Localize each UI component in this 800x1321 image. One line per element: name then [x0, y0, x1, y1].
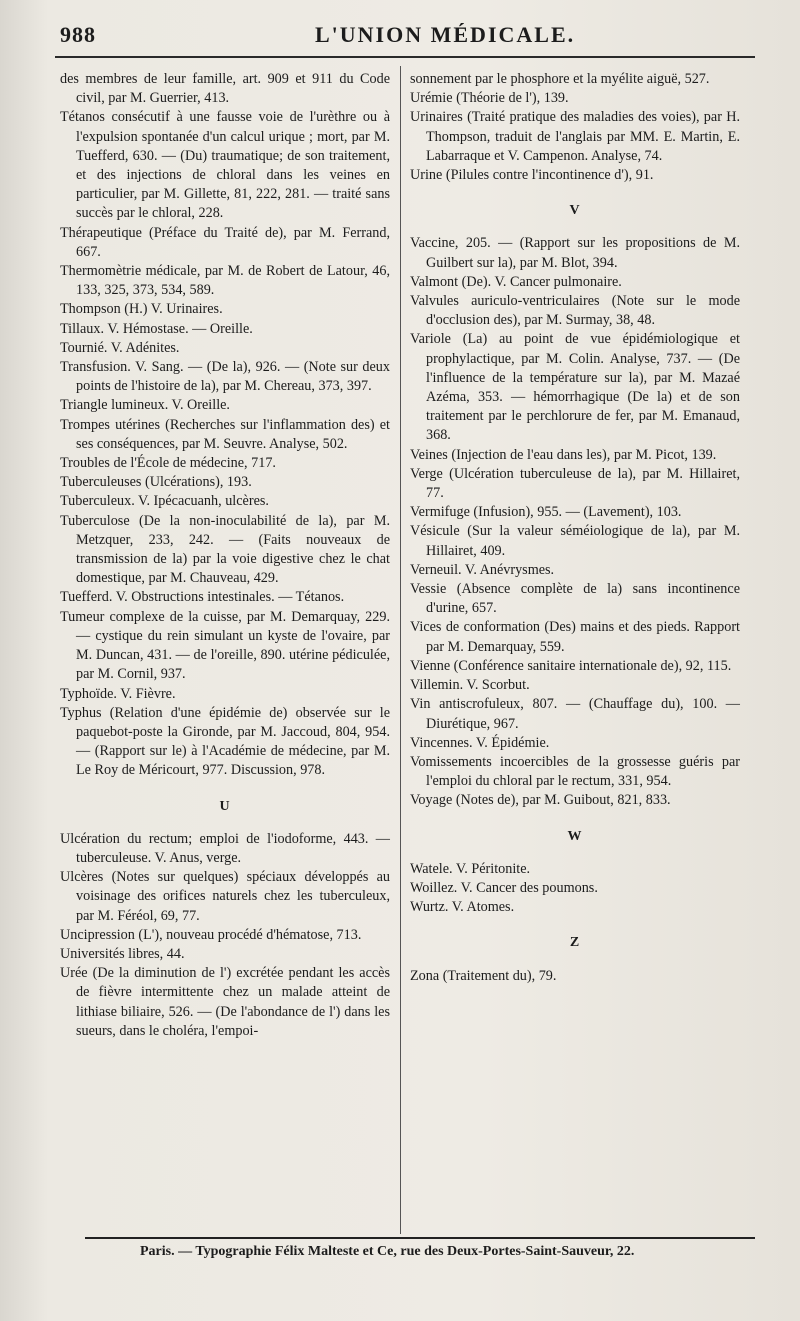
index-entry: Vaccine, 205. — (Rapport sur les propositions de M. Guilbert sur la), par M. Blot, 394.	[410, 235, 740, 271]
journal-title: L'UNION MÉDICALE.	[315, 22, 576, 47]
index-entry: Vomissements incoercibles de la grossesse guéris par l'emploi du chloral par le rectum, 331, 954.	[410, 753, 740, 790]
index-entry: Wurtz. V. Atomes.	[410, 899, 515, 916]
index-entry: Triangle lumineux. V. Oreille.	[60, 397, 230, 414]
footer-rule	[85, 1237, 755, 1239]
index-entry: Zona (Traitement du), 79.	[410, 967, 557, 984]
index-entry: Tuberculose (De la non-inoculabilité de la), par M. Metzquer, 233, 242. — (Faits nouveaux de transmission de la) par la voie digestive chez le chat domestique, par M. Chauveau, 429.	[60, 512, 390, 587]
index-entry: Veines (Injection de l'eau dans les), par M. Picot, 139.	[410, 446, 717, 463]
printer-imprint: Paris. — Typographie Félix Malteste et Ce, rue des Deux-Portes-Saint-Sauveur, 22.	[140, 1244, 635, 1259]
right-column	[410, 70, 740, 986]
index-entry: Vincennes. V. Épidémie.	[410, 734, 550, 751]
index-entry: Urée (De la diminution de l') excrétée pendant les accès de fièvre intermittente chez un malade atteint de lithiase biliaire, 526. — (De l'abondance de l') dans les sueurs, dans le choléra, l'empoi-	[60, 965, 390, 1039]
section-letter-z: Z	[569, 935, 581, 951]
index-entry: Voyage (Notes de), par M. Guibout, 821, 833.	[410, 792, 671, 809]
index-entry: Thérapeutique (Préface du Traité de), par M. Ferrand, 667.	[60, 224, 390, 260]
index-entry: Troubles de l'École de médecine, 717.	[60, 455, 276, 472]
column-divider	[400, 66, 401, 1234]
index-entry: Vermifuge (Infusion), 955. — (Lavement), 103.	[410, 504, 682, 521]
index-entry: Watele. V. Péritonite.	[410, 860, 531, 877]
section-letter-w: W	[567, 828, 583, 844]
header-rule	[55, 56, 755, 58]
index-entry: Ulcères (Notes sur quelques) spéciaux développés au voisinage des orifices naturels chez les tuberculeux, par M. Féréol, 69, 77.	[60, 869, 390, 924]
index-entry: Tumeur complexe de la cuisse, par M. Demarquay, 229. — cystique du rein simulant un kyste de l'ovaire, par M. Duncan, 431. — de l'oreille, 890. utérine pédiculée, par M. Cornil, 937.	[60, 608, 390, 683]
index-entry: Tuberculeuses (Ulcérations), 193.	[60, 474, 252, 491]
index-entry: Urine (Pilules contre l'incontinence d'), 91.	[410, 167, 654, 184]
index-entry: Uncipression (L'), nouveau procédé d'hématose, 713.	[60, 926, 362, 943]
index-entry: Vésicule (Sur la valeur séméiologique de la), par M. Hillairet, 409.	[410, 523, 740, 559]
index-entry: Vin antiscrofuleux, 807. — (Chauffage du), 100. — Diurétique, 967.	[410, 696, 740, 732]
index-entry: Thompson (H.) V. Urinaires.	[60, 301, 223, 318]
index-entry: Tuefferd. V. Obstructions intestinales. — Tétanos.	[60, 589, 345, 606]
index-entry: Urinaires (Traité pratique des maladies des voies), par H. Thompson, traduit de l'anglais par MM. E. Martin, E. Labarraque et V. Campenon. Analyse, 74.	[410, 109, 740, 164]
index-entry: Ulcération du rectum; emploi de l'iodoforme, 443. — tuberculeuse. V. Anus, verge.	[60, 830, 390, 866]
index-entry: Woillez. V. Cancer des poumons.	[410, 879, 598, 896]
index-entry: Villemin. V. Scorbut.	[410, 677, 530, 694]
page-header	[50, 22, 750, 56]
index-entry: Tuberculeux. V. Ipécacuanh, ulcères.	[60, 493, 269, 510]
index-entry: sonnement par le phosphore et la myélite aiguë, 527.	[410, 71, 710, 87]
index-entry: Urémie (Théorie de l'), 139.	[410, 90, 569, 107]
index-entry: Typhus (Relation d'une épidémie de) observée sur le paquebot-poste la Gironde, par M. Jaccoud, 804, 954. — (Rapport sur le) à l'Académie de médecine, par M. Le Roy de Méricourt, 977. Discussion, 978.	[60, 704, 390, 779]
left-column	[60, 70, 390, 1041]
index-entry: Universités libres, 44.	[60, 945, 185, 962]
section-letter-v: V	[569, 203, 581, 219]
index-entry: Tétanos consécutif à une fausse voie de l'urèthre ou à l'expulsion spontanée d'un calcul urique ; mort, par M. Tuefferd, 630. — (Du) traumatique; de son traitement, et des injections de chloral dans les veines en particulier, par M. Gillette, 81, 222, 281. — traité sans succès par le chloral, 228.	[60, 109, 390, 222]
index-entry: Typhoïde. V. Fièvre.	[60, 685, 176, 702]
index-entry: Verneuil. V. Anévrysmes.	[410, 561, 555, 578]
index-entry: Vices de conformation (Des) mains et des pieds. Rapport par M. Demarquay, 559.	[410, 619, 740, 655]
page-number: 988	[60, 22, 96, 47]
index-entry: Vessie (Absence complète de la) sans incontinence d'urine, 657.	[410, 581, 740, 617]
index-entry: Verge (Ulcération tuberculeuse de la), par M. Hillairet, 77.	[410, 465, 740, 502]
index-entry: Valmont (De). V. Cancer pulmonaire.	[410, 273, 622, 290]
index-entry: Trompes utérines (Recherches sur l'inflammation des) et ses conséquences, par M. Seuvre. Analyse, 502.	[60, 416, 390, 452]
index-entry: Vienne (Conférence sanitaire internationale de), 92, 115.	[410, 657, 732, 674]
section-letter-u: U	[219, 798, 231, 814]
index-entry: Transfusion. V. Sang. — (De la), 926. — (Note sur deux points de l'histoire de la), par M. Chereau, 373, 397.	[60, 359, 390, 395]
index-entry: Valvules auriculo-ventriculaires (Note sur le mode d'occlusion des), par M. Surmay, 38, 48.	[410, 293, 740, 329]
index-entry: Tillaux. V. Hémostase. — Oreille.	[60, 320, 253, 337]
index-entry: Tournié. V. Adénites.	[60, 339, 180, 356]
index-entry: Thermomètrie médicale, par M. de Robert de Latour, 46, 133, 325, 373, 534, 589.	[60, 263, 390, 299]
index-entry: Variole (La) au point de vue épidémiologique et prophylactique, par M. Colin. Analyse, 737. — (De l'influence de la température sur la), par M. Mazaé Azéma, 353. — hémorrhagique (De la) et de son traitement par le perchlorure de fer, par M. Emanaud, 368.	[410, 331, 740, 444]
index-entry: des membres de leur famille, art. 909 et 911 du Code civil, par M. Guerrier, 413.	[60, 71, 390, 107]
